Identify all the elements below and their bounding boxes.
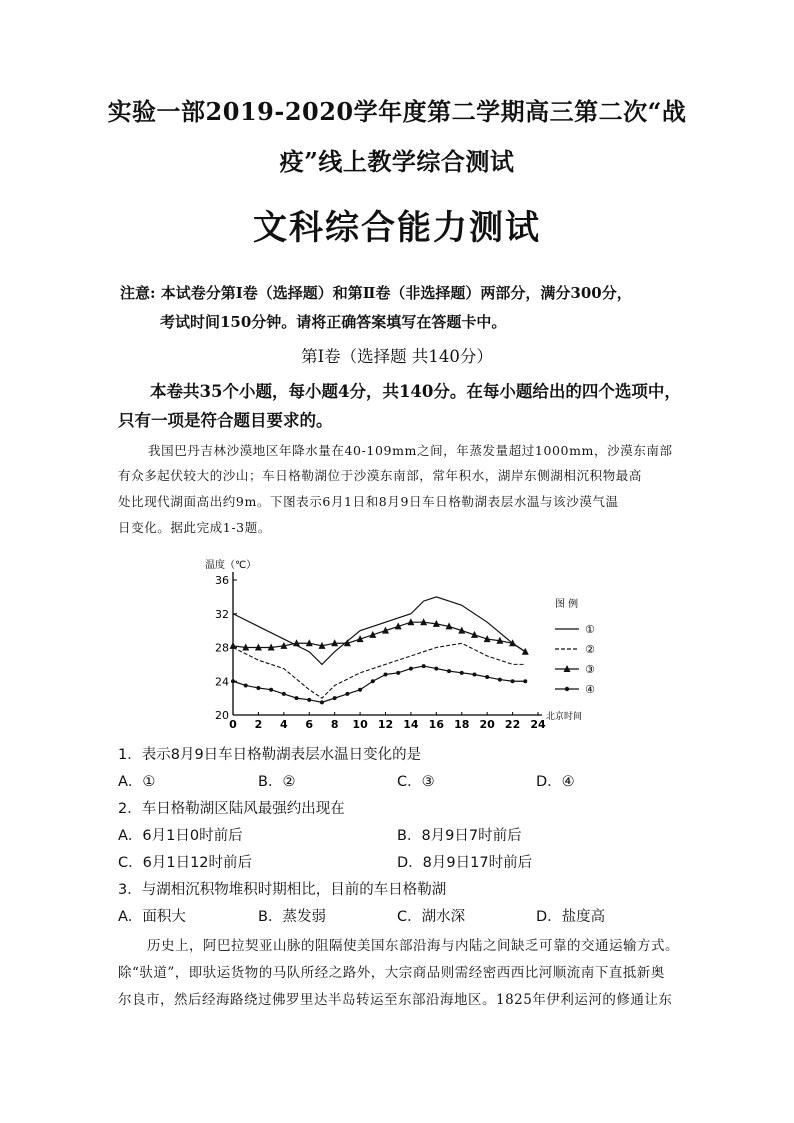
q1-option-d[interactable]: D．④	[536, 774, 575, 790]
series-4-point	[256, 686, 260, 690]
series-4-point	[282, 692, 286, 696]
exam-title-line2: 疫”线上教学综合测试	[279, 147, 515, 176]
series-4-point	[422, 664, 426, 668]
series-4-point	[320, 700, 324, 704]
q3-option-c[interactable]: C．湖水深	[397, 909, 466, 925]
q1-option-b[interactable]: B．②	[258, 774, 296, 790]
passage1-line: 处比现代湖面高出约9m。下图表示6月1日和8月9日车日格勒湖表层水温与该沙漠气温	[118, 494, 619, 509]
series-4-point	[231, 679, 235, 683]
q2-option-d[interactable]: D．8月9日17时前后	[397, 855, 533, 871]
temperature-chart	[195, 555, 615, 735]
series-4-point	[244, 683, 248, 687]
section-intro-line2: 只有一项是符合题目要求的。	[118, 411, 333, 430]
legend-entry-1: ①	[585, 623, 595, 636]
x-tick-label: 10	[352, 718, 368, 731]
q3-option-b[interactable]: B．蒸发弱	[258, 909, 326, 925]
series-3-point	[522, 648, 529, 655]
q2-option-c[interactable]: C．6月1日12时前后	[118, 855, 253, 871]
x-tick-label: 20	[479, 718, 495, 731]
q3-option-a[interactable]: A．面积大	[118, 909, 186, 925]
notice-line2: 考试时间150分钟。请将正确答案填写在答题卡中。	[160, 313, 507, 331]
q3-option-d[interactable]: D．盐度高	[536, 909, 606, 925]
section-title: 第Ⅰ卷（选择题 共140分）	[301, 347, 493, 366]
q1-option-a[interactable]: A．①	[118, 774, 156, 790]
legend-entry-2: ②	[585, 643, 595, 656]
series-3-line	[233, 622, 525, 652]
x-axis-label: 北京时间	[546, 712, 583, 722]
series-4-point	[371, 679, 375, 683]
series-4-point	[307, 698, 311, 702]
y-axis-label: 温度（℃）	[205, 560, 257, 571]
passage1-line: 日变化。据此完成1-3题。	[118, 520, 271, 535]
series-4-point	[460, 671, 464, 675]
q2-option-b[interactable]: B．8月9日7时前后	[397, 828, 522, 844]
legend-entry-4: ④	[585, 683, 595, 696]
y-tick-label: 36	[215, 574, 229, 587]
exam-title-line1: 实验一部2019-2020学年度第二学期高三第二次“战	[107, 97, 687, 126]
x-tick-label: 8	[330, 718, 339, 731]
series-4-point	[295, 696, 299, 700]
series-4-point	[384, 673, 388, 677]
x-tick-label: 0	[229, 718, 237, 731]
series-4-point	[485, 675, 489, 679]
x-tick-label: 2	[254, 718, 263, 731]
question-1-stem: 1．表示8月9日车日格勒湖表层水温日变化的是	[118, 747, 422, 763]
series-2-line	[233, 643, 525, 698]
passage1-line: 我国巴丹吉林沙漠地区年降水量在40-109mm之间，年蒸发量超过1000mm，沙漠东南部	[148, 443, 673, 458]
x-tick-label: 6	[305, 718, 314, 731]
legend-marker-4	[565, 687, 569, 691]
series-4-point	[396, 671, 400, 675]
x-tick-label: 14	[403, 718, 419, 731]
y-tick-label: 32	[215, 607, 229, 621]
main-title: 文科综合能力测试	[253, 208, 541, 248]
x-tick-label: 4	[280, 718, 288, 731]
q1-option-c[interactable]: C．③	[397, 774, 435, 790]
y-tick-label: 28	[215, 641, 229, 655]
q2-option-a[interactable]: A．6月1日0时前后	[118, 828, 243, 844]
y-tick-label: 20	[215, 709, 229, 722]
series-4-point	[472, 673, 476, 677]
series-4-line	[233, 666, 525, 702]
x-tick-label: 24	[530, 718, 546, 731]
series-3-point	[230, 642, 237, 649]
series-4-point	[358, 688, 362, 692]
series-4-point	[498, 678, 502, 682]
series-1-line	[233, 597, 525, 665]
y-tick-label: 24	[215, 675, 229, 689]
series-4-point	[345, 692, 349, 696]
x-tick-label: 22	[504, 718, 521, 731]
series-4-point	[511, 679, 515, 683]
question-2-stem: 2．车日格勒湖区陆风最强约出现在	[118, 801, 345, 817]
passage2-line: 除“驮道”，即驮运货物的马队所经之路外，大宗商品则需经密西西比河顺流南下直抵新奥	[118, 965, 665, 981]
x-tick-label: 16	[428, 718, 444, 731]
series-4-point	[523, 679, 527, 683]
passage2-line: 历史上，阿巴拉契亚山脉的阻隔使美国东部沿海与内陆之间缺乏可靠的交通运输方式。	[147, 938, 679, 954]
section-intro-line1: 本卷共35个小题，每小题4分，共140分。在每小题给出的四个选项中，	[150, 382, 681, 401]
series-4-point	[269, 688, 273, 692]
x-tick-label: 18	[454, 718, 470, 731]
passage1-line: 有众多起伏较大的沙山；车日格勒湖位于沙漠东南部，常年积水，湖岸东侧湖相沉积物最高	[118, 468, 643, 483]
x-tick-label: 12	[377, 718, 394, 731]
legend-title: 图 例	[555, 599, 579, 610]
series-4-point	[447, 669, 451, 673]
legend-entry-3: ③	[585, 663, 595, 676]
series-4-point	[434, 667, 438, 671]
series-4-point	[409, 667, 413, 671]
series-4-point	[333, 696, 337, 700]
passage2-line: 尔良市，然后经海路绕过佛罗里达半岛转运至东部沿海地区。1825年伊利运河的修通让东	[118, 992, 673, 1008]
question-3-stem: 3．与湖相沉积物堆积时期相比，目前的车日格勒湖	[118, 882, 447, 898]
notice-line1: 注意: 本试卷分第Ⅰ卷（选择题）和第Ⅱ卷（非选择题）两部分，满分300分，	[120, 284, 632, 302]
